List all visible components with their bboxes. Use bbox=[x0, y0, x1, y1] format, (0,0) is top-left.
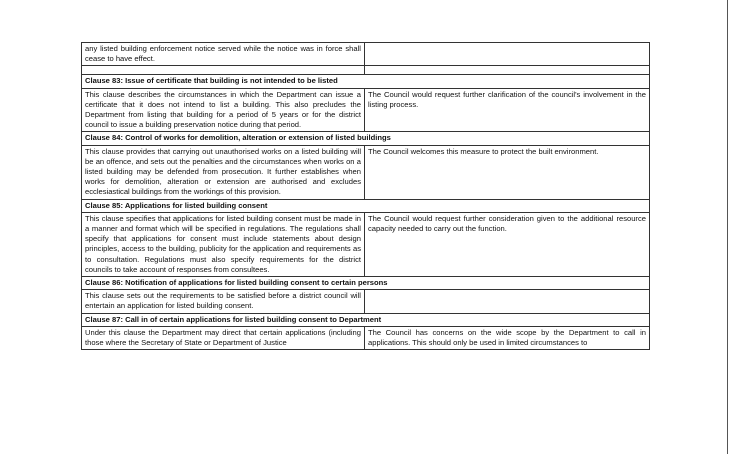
table-row-spacer bbox=[82, 66, 650, 75]
table-row bbox=[82, 290, 650, 313]
clause-heading-row bbox=[82, 132, 650, 145]
council-response: The Council would request further clarification of the council's involvement in the listing process. bbox=[365, 88, 650, 132]
clause-heading-row bbox=[82, 313, 650, 326]
clause-heading-row bbox=[82, 199, 650, 212]
council-response: The Council would request further consideration given to the additional resource capacity needed to carry out the function. bbox=[365, 212, 650, 276]
table-row bbox=[82, 145, 650, 199]
page-edge-line bbox=[727, 0, 728, 454]
clause-description: This clause sets out the requirements to be satisfied before a district council will entertain an application for listed building consent. bbox=[82, 290, 365, 313]
clause-heading: Clause 84: Control of works for demolition, alteration or extension of listed buildings bbox=[82, 132, 650, 145]
table-row bbox=[82, 43, 650, 66]
clause-heading-row bbox=[82, 75, 650, 88]
council-response: The Council has concerns on the wide scope by the Department to call in applications. This should only be used in limited circumstances to bbox=[365, 326, 650, 349]
table-row bbox=[82, 88, 650, 132]
table-row bbox=[82, 212, 650, 276]
council-response bbox=[365, 43, 650, 66]
clause-heading: Clause 83: Issue of certificate that building is not intended to be listed bbox=[82, 75, 650, 88]
clause-heading: Clause 86: Notification of applications for listed building consent to certain persons bbox=[82, 277, 650, 290]
clause-description: This clause describes the circumstances in which the Department can issue a certificate that it does not intend to list a building. This also precludes the Department from listing that building for a period of 5 years or for the district council to issue a building preservation notice during that period. bbox=[82, 88, 365, 132]
clause-description: This clause provides that carrying out unauthorised works on a listed building will be an offence, and sets out the penalties and the circumstances when works on a listed building may be defended from prosecution. It further establishes when works for demolition, alteration or extension are authorised and excludes ecclesiastical buildings from the workings of this provision. bbox=[82, 145, 365, 199]
clause-description: any listed building enforcement notice served while the notice was in force shall cease to have effect. bbox=[82, 43, 365, 66]
clause-heading-row bbox=[82, 277, 650, 290]
council-response bbox=[365, 290, 650, 313]
clause-description: Under this clause the Department may direct that certain applications (including those where the Secretary of State or Department of Justice bbox=[82, 326, 365, 349]
council-response: The Council welcomes this measure to protect the built environment. bbox=[365, 145, 650, 199]
clause-heading: Clause 87: Call in of certain applications for listed building consent to Department bbox=[82, 313, 650, 326]
table-row bbox=[82, 326, 650, 349]
clause-heading: Clause 85: Applications for listed building consent bbox=[82, 199, 650, 212]
response-table bbox=[81, 42, 650, 350]
clause-description: This clause specifies that applications for listed building consent must be made in a manner and format which will be specified in regulations. The regulations shall specify that applications for consent must include statements about design principles, access to the building, publicity for the application and requirements as to consultation. Regulations must also specify requirements for the district councils to take account of responses from consultees. bbox=[82, 212, 365, 276]
